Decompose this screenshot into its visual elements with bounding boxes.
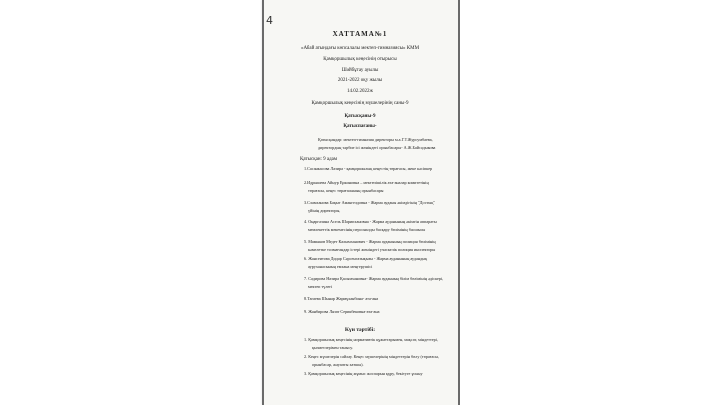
invited-line-2: директордың тәрбие ісі жөніндегі орынбасары- А.Ж.Байсадыкова — [318, 145, 436, 150]
absent-count: Қатыспағаны- — [343, 124, 377, 129]
attendee-line: төрағасы, кеңес төрағасының орынбасары — [308, 188, 384, 193]
agenda-item: орынбасар, жауапты хатшы). — [312, 362, 364, 367]
council-name: Қамқоршылық кеңесінің отырысы — [323, 57, 397, 62]
attendee-line: 3.Сламханова Бақыт Амангелдовна - Жарма ауданы әкімдігінің "Достық" — [304, 200, 435, 205]
attendee-line: 7. Садирова Назира Қасымхановна- Жарма ауданның білім бөлімінің әдіскері, — [304, 276, 444, 281]
agenda-item: 1. Қамқоршылық кеңесінің нормативтік құжаттарымен, мақсат, міндеттері, — [304, 337, 438, 342]
members-count: Қамқоршылық кеңесінің мүшелерінің саны-9 — [311, 101, 409, 106]
attendee-line: 1.Сасанкасова Лазира - қамқоршылық кеңестің төрағасы, жеке кәсіпкер — [304, 166, 433, 171]
organization-name: «Абай атындағы көпсалалы мектеп-гимназиясы» КММ — [300, 46, 420, 51]
district-name: Шәйбұтау ауылы — [341, 68, 379, 73]
attendee-line: 8.Тагаева Шынар Жармұханбина- ата-ана — [304, 296, 379, 301]
attendee-line: кәмелетке толмағандар істері жөніндегі учаскелік полиция инспекторы — [308, 247, 436, 252]
academic-year: 2021-2022 оқу жылы — [337, 78, 383, 83]
attendee-line: 5. Мамыков Медет Калымханович - Жарма ауданының полиция бөлімінің — [304, 239, 436, 244]
attendee-line: үйінің директоры, — [308, 208, 341, 213]
agenda-item: 2. Кеңес мүшелерін сайлау. Кеңес мүшелерінің міндеттерін бөлу (төрағасы, — [304, 354, 440, 359]
scan-edge-right — [458, 0, 460, 405]
agenda-item: қызметлерімен танысу. — [312, 345, 353, 350]
attendee-line: 6. Жансеитова Дидар Сәрсенгазықызы - Жарма ауданының аудандық — [304, 256, 428, 261]
attended-header: Қатысқан: 9 адам — [300, 157, 338, 162]
invited-line-1: Қатысқандар: мектеп-гимназия директоры м.а.Г.Т.Журсумбаева, — [318, 137, 433, 142]
handwritten-page-number: 4 — [266, 14, 273, 27]
attendee-line: 2.Идрышева Айнур Еркиновна – мектепішілік ата-аналар комитетінің — [304, 180, 429, 185]
attendee-line: мектеп түлегі — [308, 284, 333, 289]
agenda-item: 3. Қамқоршылық кеңесінің жұмыс жоспарын құру, бекітуге ұсыну — [304, 371, 423, 376]
attendee-line: мемлекеттік мекемесінің персоналды басқару бөлімінің басшысы — [308, 227, 426, 232]
attendee-line: 9. Жанбирова Лязат Серикбековна-ата-ана — [304, 309, 380, 314]
attendee-line: 4. Оңаргазина Асель Шарипхановна - Жарма ауданының әкімгін аппараты — [304, 219, 437, 224]
attendee-line: ауруханасының емхана меңгерушісі — [308, 264, 373, 269]
agenda-header: Күн тәртібі: — [344, 327, 376, 333]
document-date: 14.02.2022ж — [347, 89, 373, 94]
present-count: Қатысқаны-9 — [344, 114, 376, 119]
document-title: ХАТТАМА№1 — [332, 30, 388, 38]
